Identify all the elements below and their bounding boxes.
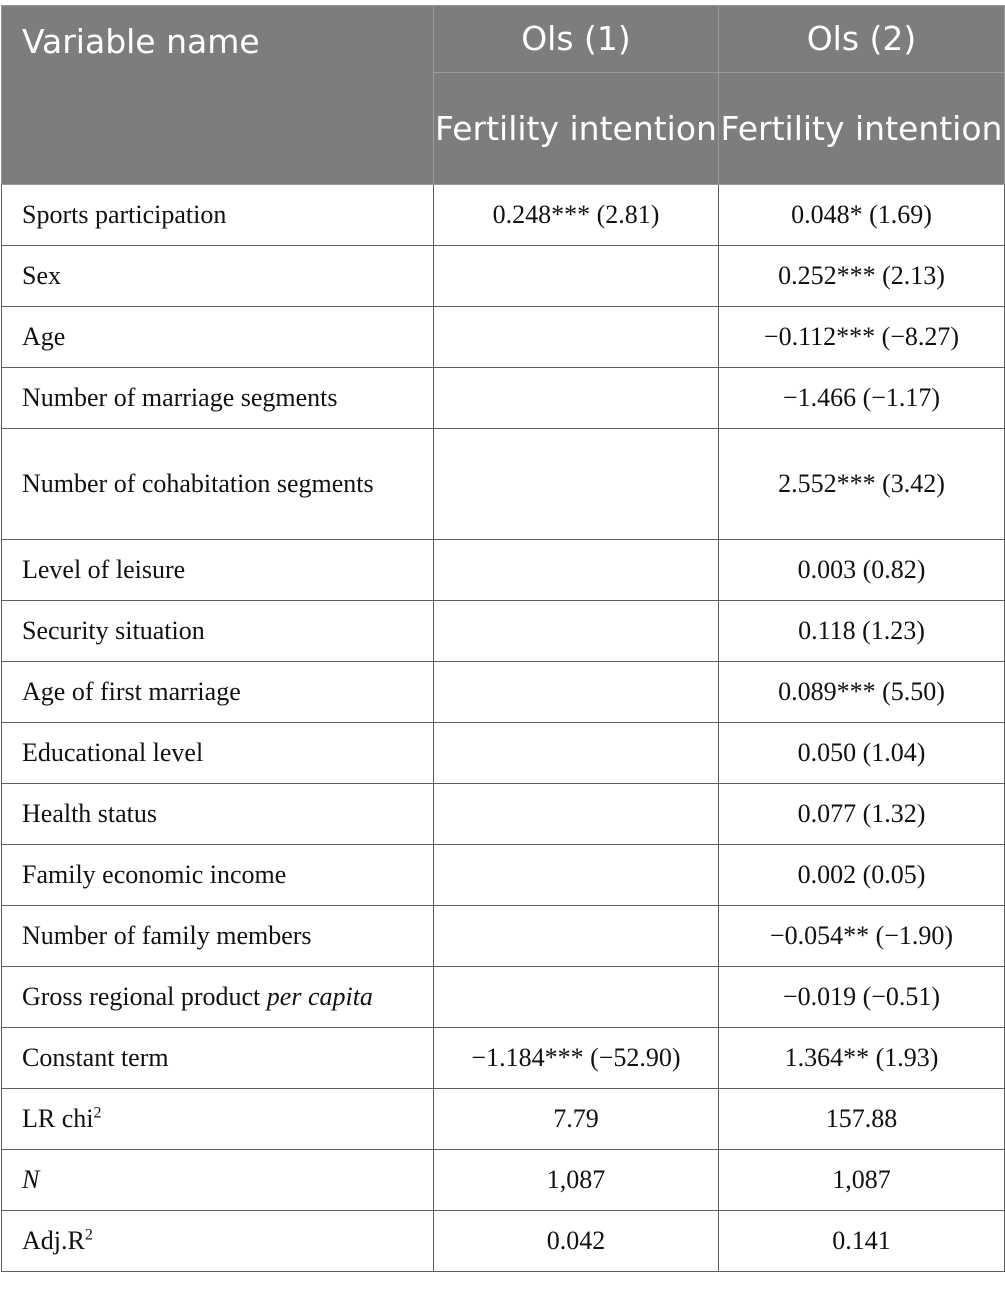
row-label: Security situation bbox=[2, 601, 434, 662]
cell-ols2: 0.141 bbox=[719, 1211, 1005, 1272]
cell-ols1 bbox=[434, 540, 719, 601]
table-row bbox=[2, 845, 1005, 906]
table-row bbox=[2, 307, 1005, 368]
cell-ols1 bbox=[434, 967, 719, 1028]
cell-ols1: −1.184*** (−52.90) bbox=[434, 1028, 719, 1089]
row-label: Age of first marriage bbox=[2, 662, 434, 723]
row-label-text: LR chi bbox=[22, 1104, 94, 1133]
table-row bbox=[2, 723, 1005, 784]
row-label: Family economic income bbox=[2, 845, 434, 906]
cell-ols2: 0.077 (1.32) bbox=[719, 784, 1005, 845]
cell-ols1 bbox=[434, 246, 719, 307]
cell-ols1 bbox=[434, 723, 719, 784]
row-label: Constant term bbox=[2, 1028, 434, 1089]
header-model-2: Ols (2) bbox=[719, 6, 1005, 73]
row-label: Health status bbox=[2, 784, 434, 845]
row-label-superscript: 2 bbox=[93, 1104, 102, 1122]
row-label: N bbox=[2, 1150, 434, 1211]
cell-ols1 bbox=[434, 307, 719, 368]
regression-table bbox=[1, 5, 1005, 1272]
row-label: Number of marriage segments bbox=[2, 368, 434, 429]
table-row bbox=[2, 540, 1005, 601]
table-row bbox=[2, 246, 1005, 307]
cell-ols1 bbox=[434, 662, 719, 723]
table-row bbox=[2, 1028, 1005, 1089]
row-label-text: Gross regional product bbox=[22, 982, 261, 1011]
table-row bbox=[2, 906, 1005, 967]
cell-ols2: −1.466 (−1.17) bbox=[719, 368, 1005, 429]
table-row bbox=[2, 368, 1005, 429]
header-dependent-2: Fertility intention bbox=[719, 73, 1005, 185]
row-label-superscript: 2 bbox=[84, 1226, 93, 1244]
cell-ols1 bbox=[434, 368, 719, 429]
table-row bbox=[2, 1089, 1005, 1150]
cell-ols1: 1,087 bbox=[434, 1150, 719, 1211]
cell-ols2: 0.003 (0.82) bbox=[719, 540, 1005, 601]
cell-ols1: 7.79 bbox=[434, 1089, 719, 1150]
row-label: Educational level bbox=[2, 723, 434, 784]
row-label: Level of leisure bbox=[2, 540, 434, 601]
cell-ols2: 0.089*** (5.50) bbox=[719, 662, 1005, 723]
row-label: Sex bbox=[2, 246, 434, 307]
cell-ols2: 0.002 (0.05) bbox=[719, 845, 1005, 906]
cell-ols2: 2.552*** (3.42) bbox=[719, 429, 1005, 540]
table-row bbox=[2, 1150, 1005, 1211]
header-model-1: Ols (1) bbox=[434, 6, 719, 73]
cell-ols2: 0.118 (1.23) bbox=[719, 601, 1005, 662]
cell-ols2: 0.252*** (2.13) bbox=[719, 246, 1005, 307]
cell-ols2: 1.364** (1.93) bbox=[719, 1028, 1005, 1089]
cell-ols1 bbox=[434, 429, 719, 540]
table-row bbox=[2, 784, 1005, 845]
table-row bbox=[2, 967, 1005, 1028]
row-label: Age bbox=[2, 307, 434, 368]
cell-ols1 bbox=[434, 601, 719, 662]
cell-ols2: −0.054** (−1.90) bbox=[719, 906, 1005, 967]
cell-ols2: −0.112*** (−8.27) bbox=[719, 307, 1005, 368]
row-label bbox=[2, 1211, 434, 1272]
header-dependent-1: Fertility intention bbox=[434, 73, 719, 185]
row-label bbox=[2, 967, 434, 1028]
cell-ols1 bbox=[434, 784, 719, 845]
cell-ols2: 157.88 bbox=[719, 1089, 1005, 1150]
header-variable-name: Variable name bbox=[2, 6, 434, 185]
row-label: Sports participation bbox=[2, 185, 434, 246]
cell-ols1 bbox=[434, 845, 719, 906]
cell-ols2: 0.050 (1.04) bbox=[719, 723, 1005, 784]
row-label-italic: per capita bbox=[266, 982, 373, 1011]
table-row bbox=[2, 1211, 1005, 1272]
cell-ols2: 1,087 bbox=[719, 1150, 1005, 1211]
table-row bbox=[2, 429, 1005, 540]
table-row bbox=[2, 601, 1005, 662]
row-label: Number of cohabitation segments bbox=[2, 429, 434, 540]
row-label bbox=[2, 1089, 434, 1150]
row-label: Number of family members bbox=[2, 906, 434, 967]
cell-ols2: 0.048* (1.69) bbox=[719, 185, 1005, 246]
cell-ols1: 0.042 bbox=[434, 1211, 719, 1272]
row-label-text: Adj.R bbox=[22, 1226, 85, 1255]
table-row bbox=[2, 662, 1005, 723]
table-header bbox=[2, 6, 1005, 185]
cell-ols1: 0.248*** (2.81) bbox=[434, 185, 719, 246]
cell-ols2: −0.019 (−0.51) bbox=[719, 967, 1005, 1028]
table-row bbox=[2, 185, 1005, 246]
table-body bbox=[2, 185, 1005, 1272]
cell-ols1 bbox=[434, 906, 719, 967]
